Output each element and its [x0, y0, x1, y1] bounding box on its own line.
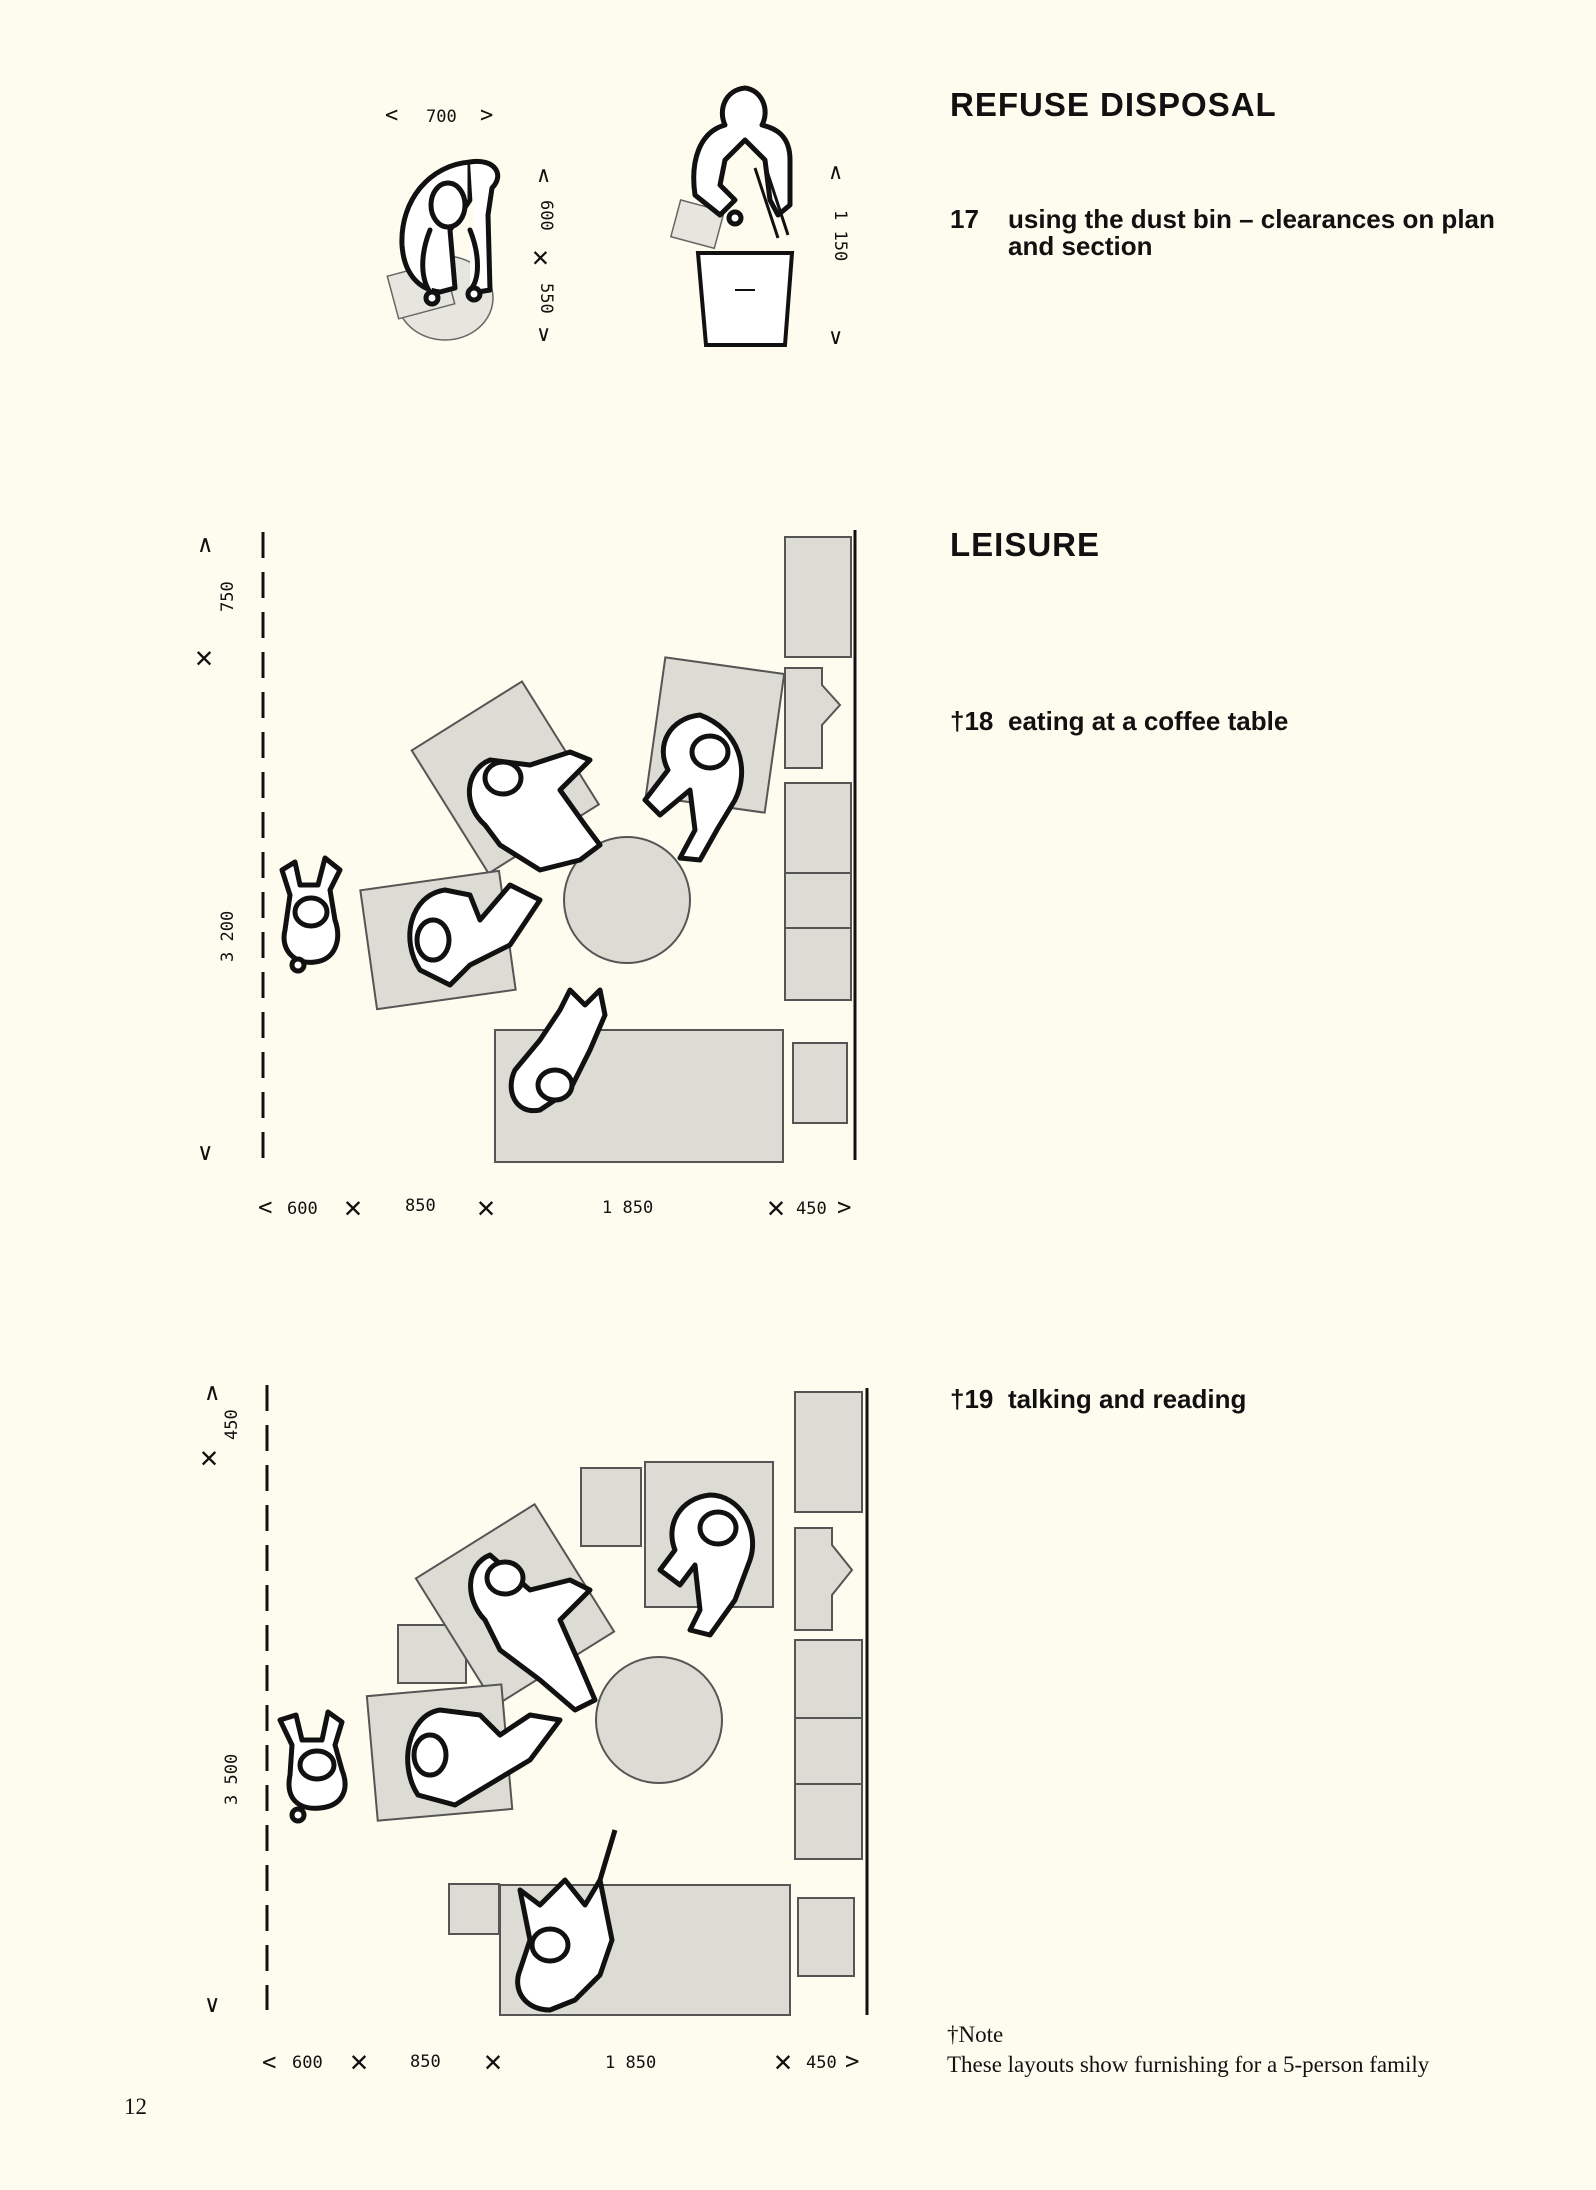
dim-cross: ✕ [350, 2044, 369, 2079]
heading-leisure: LEISURE [950, 526, 1101, 563]
fig18-depth-total: 3 200 [218, 910, 238, 962]
fig18-plan-drawing [263, 530, 855, 1162]
fig17-plan-depth-2: 550 [536, 283, 556, 314]
dim-arrow-down: ∨ [198, 1138, 213, 1166]
dim-arrow-right: > [837, 1193, 852, 1221]
fig18-width-3: 1 850 [602, 1198, 654, 1218]
dim-cross: ✕ [200, 1440, 219, 1475]
note-text: These layouts show furnishing for a 5-person family [947, 2052, 1430, 2077]
fig19-caption [950, 1386, 1246, 1413]
page-number: 12 [124, 2094, 147, 2119]
fig17-caption [950, 206, 1570, 260]
dim-arrow-down: ∨ [537, 322, 551, 347]
fig19-width-1: 600 [292, 2053, 323, 2073]
dim-arrow-down: ∨ [829, 325, 843, 350]
fig19-width-2: 850 [410, 2052, 441, 2072]
dim-arrow-right: > [480, 103, 494, 128]
fig17-width-dim: 700 [426, 107, 457, 127]
dim-arrow-left: < [262, 2048, 277, 2076]
dim-cross: ✕ [774, 2044, 793, 2079]
fig19-depth-total: 3 500 [222, 1753, 242, 1805]
dim-arrow-down: ∨ [205, 1990, 220, 2018]
fig18-caption [950, 708, 1288, 735]
fig19-width-3: 1 850 [605, 2053, 657, 2073]
fig19-depth-1: 450 [222, 1409, 242, 1440]
fig19-plan-drawing [267, 1385, 867, 2015]
fig18-depth-1: 750 [218, 581, 238, 612]
fig17-caption-line1: using the dust bin – clearances on plan [1008, 204, 1495, 234]
dim-arrow-up: ∧ [537, 163, 551, 188]
fig17-section-height: 1 150 [830, 210, 850, 262]
fig19-caption-text: talking and reading [1008, 1384, 1247, 1414]
fig19-number: †19 [950, 1384, 994, 1414]
fig19-width-4: 450 [806, 2053, 837, 2073]
dim-cross: ✕ [477, 1190, 496, 1225]
dim-arrow-up: ∧ [829, 160, 843, 185]
dim-arrow-up: ∧ [205, 1378, 220, 1406]
dim-cross: ✕ [484, 2044, 503, 2079]
fig17-number: 17 [950, 204, 979, 234]
dim-arrow-up: ∧ [198, 530, 213, 558]
fig18-width-1: 600 [287, 1199, 318, 1219]
dim-cross: ✕ [532, 240, 549, 273]
dim-arrow-left: < [258, 1193, 273, 1221]
dim-arrow-right: > [845, 2047, 860, 2075]
fig17-section-drawing [671, 88, 792, 345]
dim-cross: ✕ [344, 1190, 363, 1225]
fig18-number: †18 [950, 706, 994, 736]
dim-cross: ✕ [767, 1190, 786, 1225]
dim-arrow-left: < [385, 103, 399, 128]
fig18-caption-text: eating at a coffee table [1008, 706, 1289, 736]
fig17-plan-depth-1: 600 [536, 200, 556, 231]
note-title: †Note [947, 2022, 1004, 2047]
fig17-plan-drawing [387, 161, 497, 340]
dim-cross: ✕ [195, 640, 214, 675]
heading-refuse-disposal: REFUSE DISPOSAL [950, 86, 1277, 123]
fig18-width-4: 450 [796, 1199, 827, 1219]
fig18-width-2: 850 [405, 1196, 436, 1216]
fig17-caption-line2: and section [1008, 231, 1153, 261]
